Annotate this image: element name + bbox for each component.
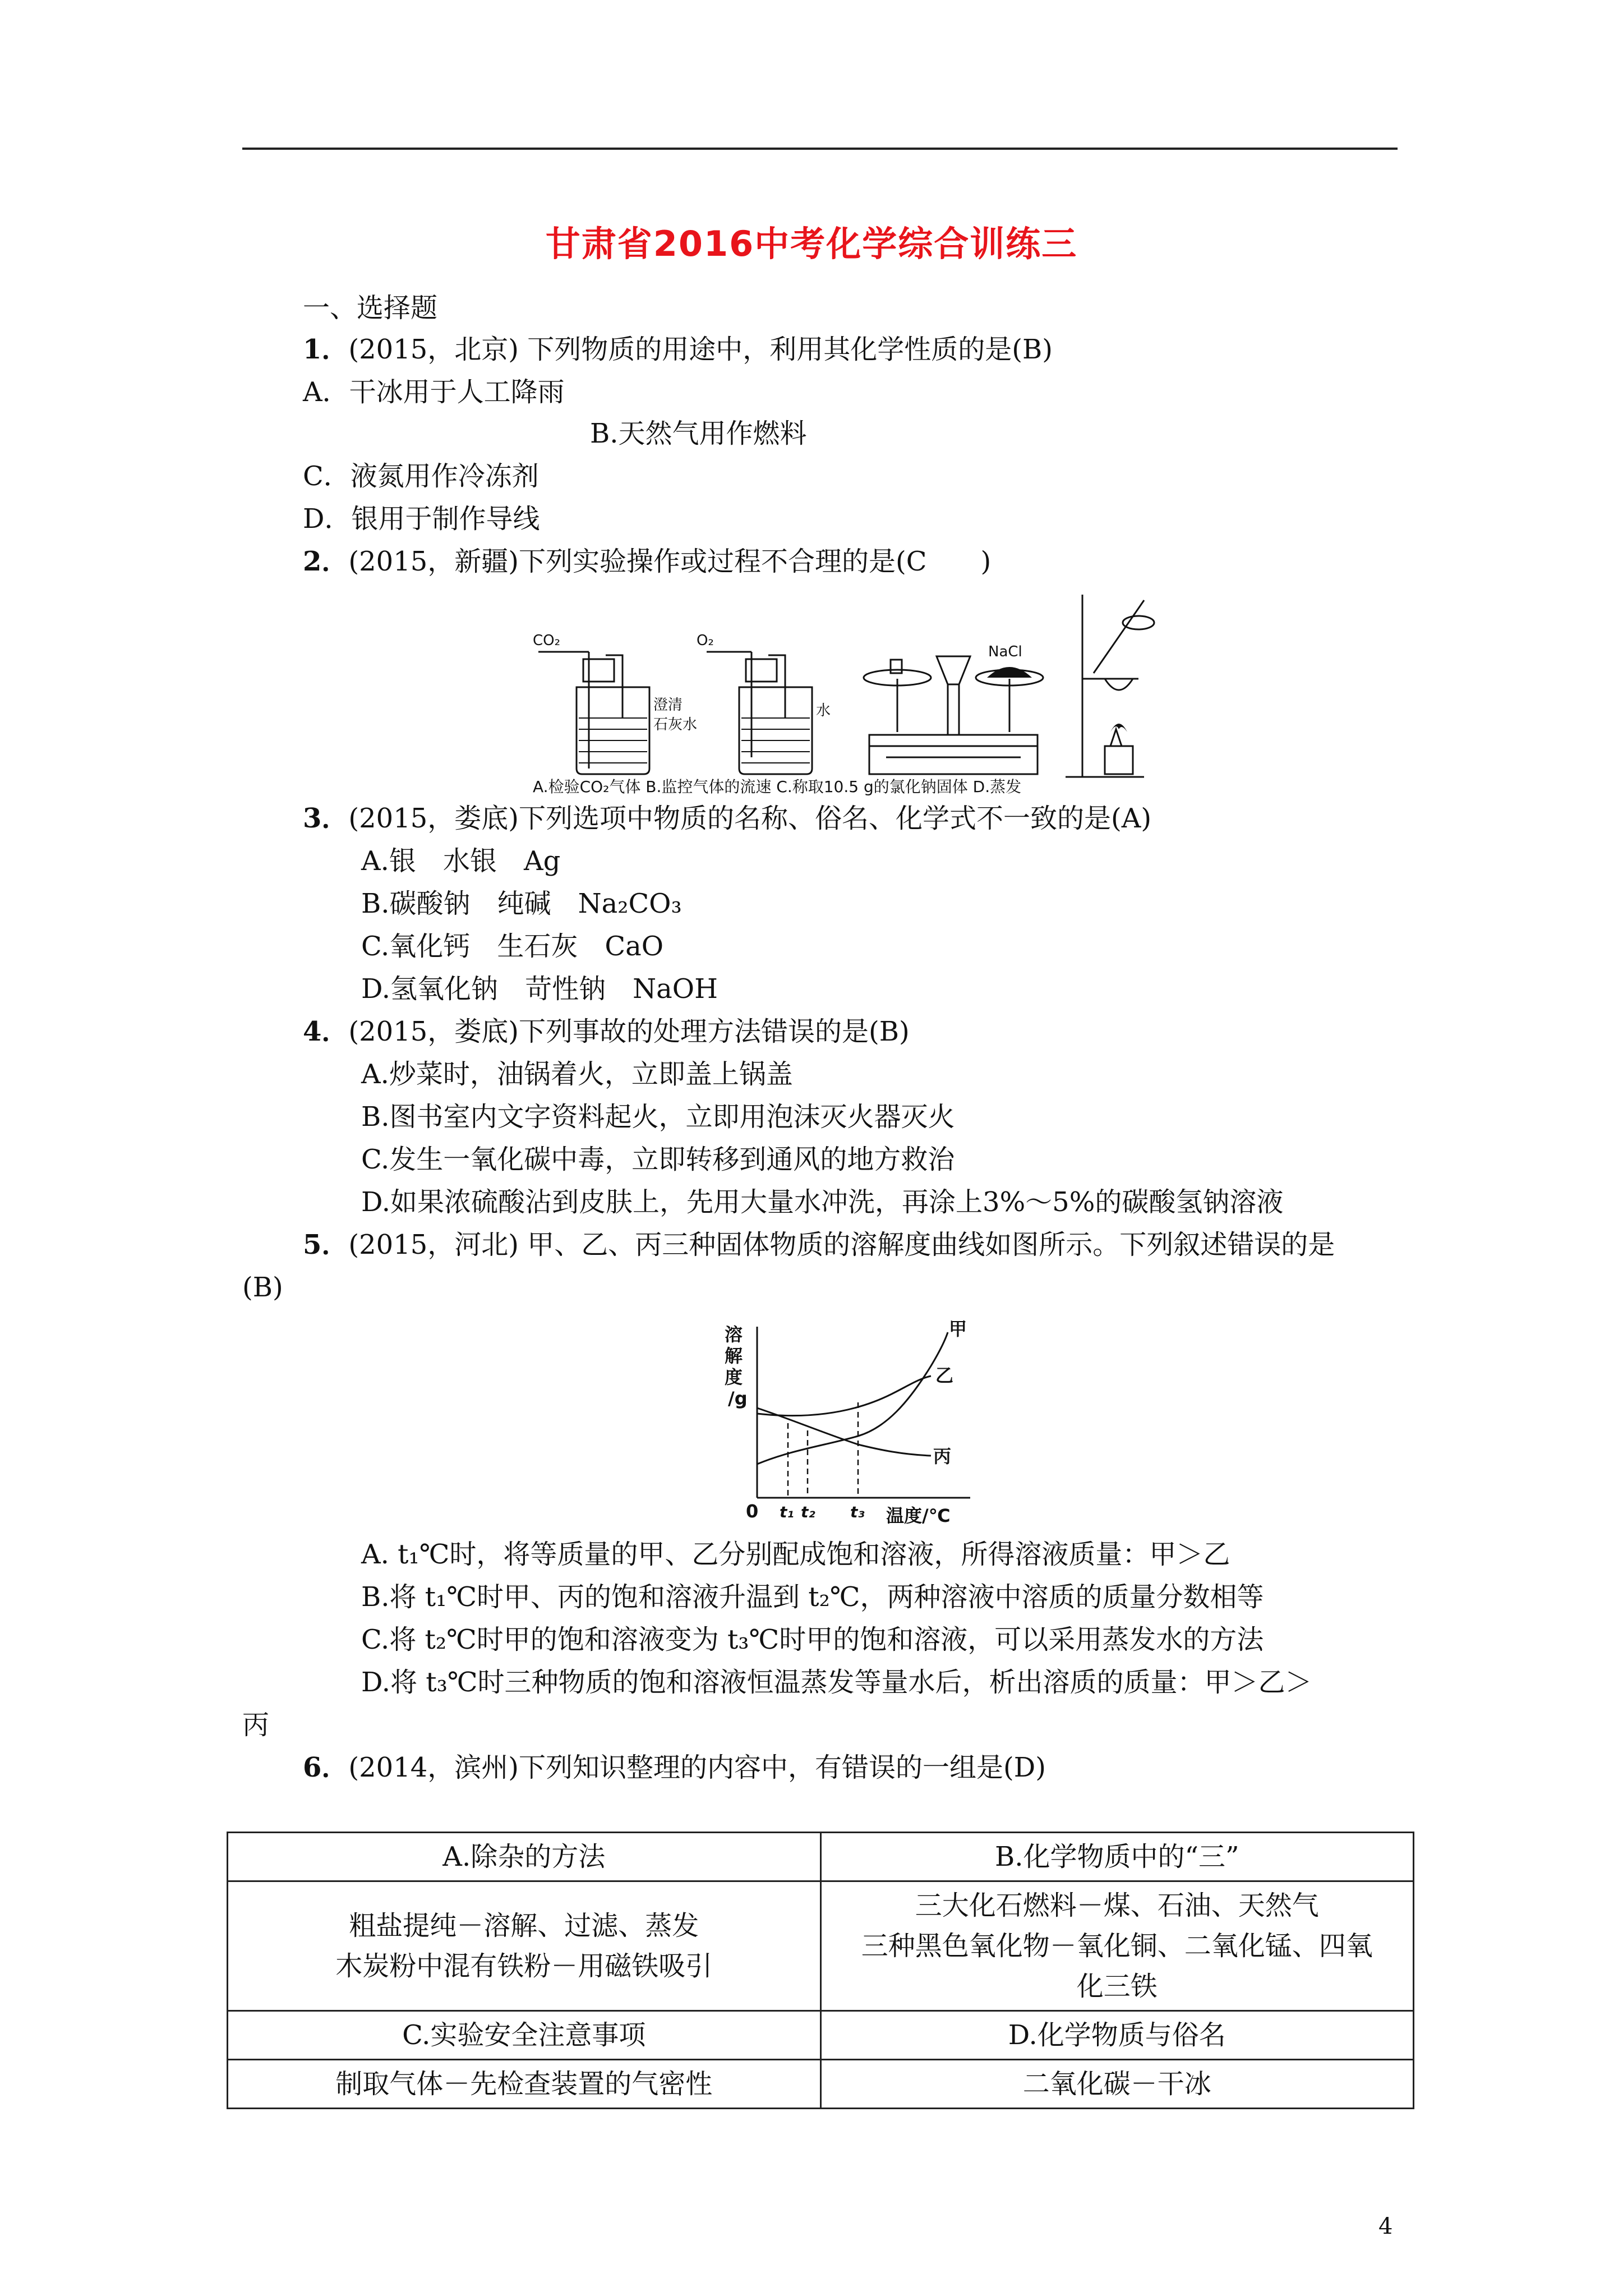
option-1c: C．液氮用作冷冻剂 <box>303 461 539 492</box>
table-head-c: C.实验安全注意事项 <box>228 2011 821 2060</box>
option-5d: D.将 t₃℃时三种物质的饱和溶液恒温蒸发等量水后，析出溶质的质量：甲＞乙＞ <box>361 1667 1312 1698</box>
question-stem: (2015，娄底)下列事故的处理方法错误的是(B) <box>348 1016 910 1047</box>
curve-yi <box>757 1376 931 1416</box>
question-number: 4． <box>303 1016 349 1047</box>
question-6 <box>303 1750 1046 1785</box>
table-head-d: D.化学物质与俗名 <box>820 2011 1414 2060</box>
header-rule <box>242 148 1398 150</box>
table-head-b: B.化学物质中的“三” <box>820 1833 1414 1881</box>
option-4b: B.图书室内文字资料起火，立即用泡沫灭火器灭火 <box>361 1101 955 1133</box>
option-4c: C.发生一氧化碳中毒，立即转移到通风的地方救治 <box>361 1144 955 1175</box>
question-number: 1． <box>303 334 349 365</box>
figure-caption: A.检验CO₂气体 B.监控气体的流速 C.称取10.5 g的氯化钠固体 D.蒸发 <box>533 777 1022 796</box>
knowledge-table <box>227 1832 1414 2109</box>
option-1b: B.天然气用作燃料 <box>590 418 807 449</box>
option-5b: B.将 t₁℃时甲、丙的饱和溶液升温到 t₂℃，两种溶液中溶质的质量分数相等 <box>361 1581 1264 1613</box>
tick-t3: t₃ <box>850 1503 865 1521</box>
option-5d-wrap: 丙 <box>242 1709 270 1741</box>
tick-t1: t₁ <box>780 1503 794 1521</box>
question-3 <box>303 801 1151 836</box>
option-4a: A.炒菜时，油锅着火，立即盖上锅盖 <box>361 1059 793 1090</box>
option-4d: D.如果浓硫酸沾到皮肤上，先用大量水冲洗，再涂上3%～5%的碳酸氢钠溶液 <box>361 1186 1284 1218</box>
question-2 <box>303 544 991 579</box>
option-3d: D.氢氧化钠 苛性钠 NaOH <box>361 973 718 1005</box>
origin-label: 0 <box>746 1501 759 1522</box>
option-3a: A.银 水银 Ag <box>361 845 561 877</box>
page-title: 甘肃省2016中考化学综合训练三 <box>545 223 1078 264</box>
table-body-d: 二氧化碳－干冰 <box>820 2060 1414 2109</box>
question-stem: (2015，河北) 甲、乙、丙三种固体物质的溶解度曲线如图所示。下列叙述错误的是 <box>348 1229 1335 1260</box>
label-clear: 澄清 <box>653 697 683 714</box>
x-axis-label: 温度/℃ <box>886 1505 951 1526</box>
option-3b: B.碳酸钠 纯碱 Na₂CO₃ <box>361 888 682 919</box>
option-1a: A．干冰用于人工降雨 <box>303 376 565 408</box>
option-5c: C.将 t₂℃时甲的饱和溶液变为 t₃℃时甲的饱和溶液，可以采用蒸发水的方法 <box>361 1624 1264 1655</box>
question-stem: (2015，北京) 下列物质的用途中，利用其化学性质的是(B) <box>348 334 1053 365</box>
question-number: 5． <box>303 1229 349 1260</box>
table-head-a: A.除杂的方法 <box>228 1833 821 1881</box>
curve-jia <box>757 1332 948 1464</box>
experiment-apparatus-figure <box>533 589 1155 797</box>
series-label-jia: 甲 <box>949 1318 967 1340</box>
label-nacl: NaCl <box>988 643 1022 660</box>
question-number: 6． <box>303 1752 349 1783</box>
question-5 <box>303 1227 1335 1262</box>
label-limewater: 石灰水 <box>653 716 698 733</box>
option-5a: A. t₁℃时，将等质量的甲、乙分别配成饱和溶液，所得溶液质量：甲＞乙 <box>361 1539 1230 1570</box>
question-number: 2． <box>303 546 349 577</box>
question-stem: (2015，娄底)下列选项中物质的名称、俗名、化学式不一致的是(A) <box>348 803 1152 834</box>
series-label-bing: 丙 <box>933 1446 952 1467</box>
table-body-b: 三大化石燃料－煤、石油、天然气 三种黑色氧化物－氧化铜、二氧化锰、四氧 化三铁 <box>820 1881 1414 2011</box>
question-number: 3． <box>303 803 349 834</box>
question-stem: (2014，滨州)下列知识整理的内容中，有错误的一组是(D) <box>348 1752 1046 1783</box>
label-o2: O₂ <box>697 632 714 649</box>
series-label-yi: 乙 <box>935 1365 954 1386</box>
question-5-answer: (B) <box>242 1272 283 1303</box>
solubility-chart <box>723 1315 981 1529</box>
label-co2: CO₂ <box>533 632 561 649</box>
question-1 <box>303 332 1053 367</box>
y-axis-label: 溶解度/g <box>725 1324 748 1409</box>
label-water: 水 <box>816 702 831 719</box>
table-body-c: 制取气体－先检查装置的气密性 <box>228 2060 821 2109</box>
section-heading: 一、选择题 <box>303 292 438 324</box>
option-1d: D．银用于制作导线 <box>303 503 540 535</box>
table-body-a: 粗盐提纯－溶解、过滤、蒸发 木炭粉中混有铁粉－用磁铁吸引 <box>228 1881 821 2011</box>
question-stem: (2015，新疆)下列实验操作或过程不合理的是(C ) <box>348 546 992 577</box>
option-3c: C.氧化钙 生石灰 CaO <box>361 931 664 962</box>
question-4 <box>303 1014 910 1049</box>
tick-t2: t₂ <box>801 1503 815 1521</box>
page-number: 4 <box>1378 2214 1393 2239</box>
